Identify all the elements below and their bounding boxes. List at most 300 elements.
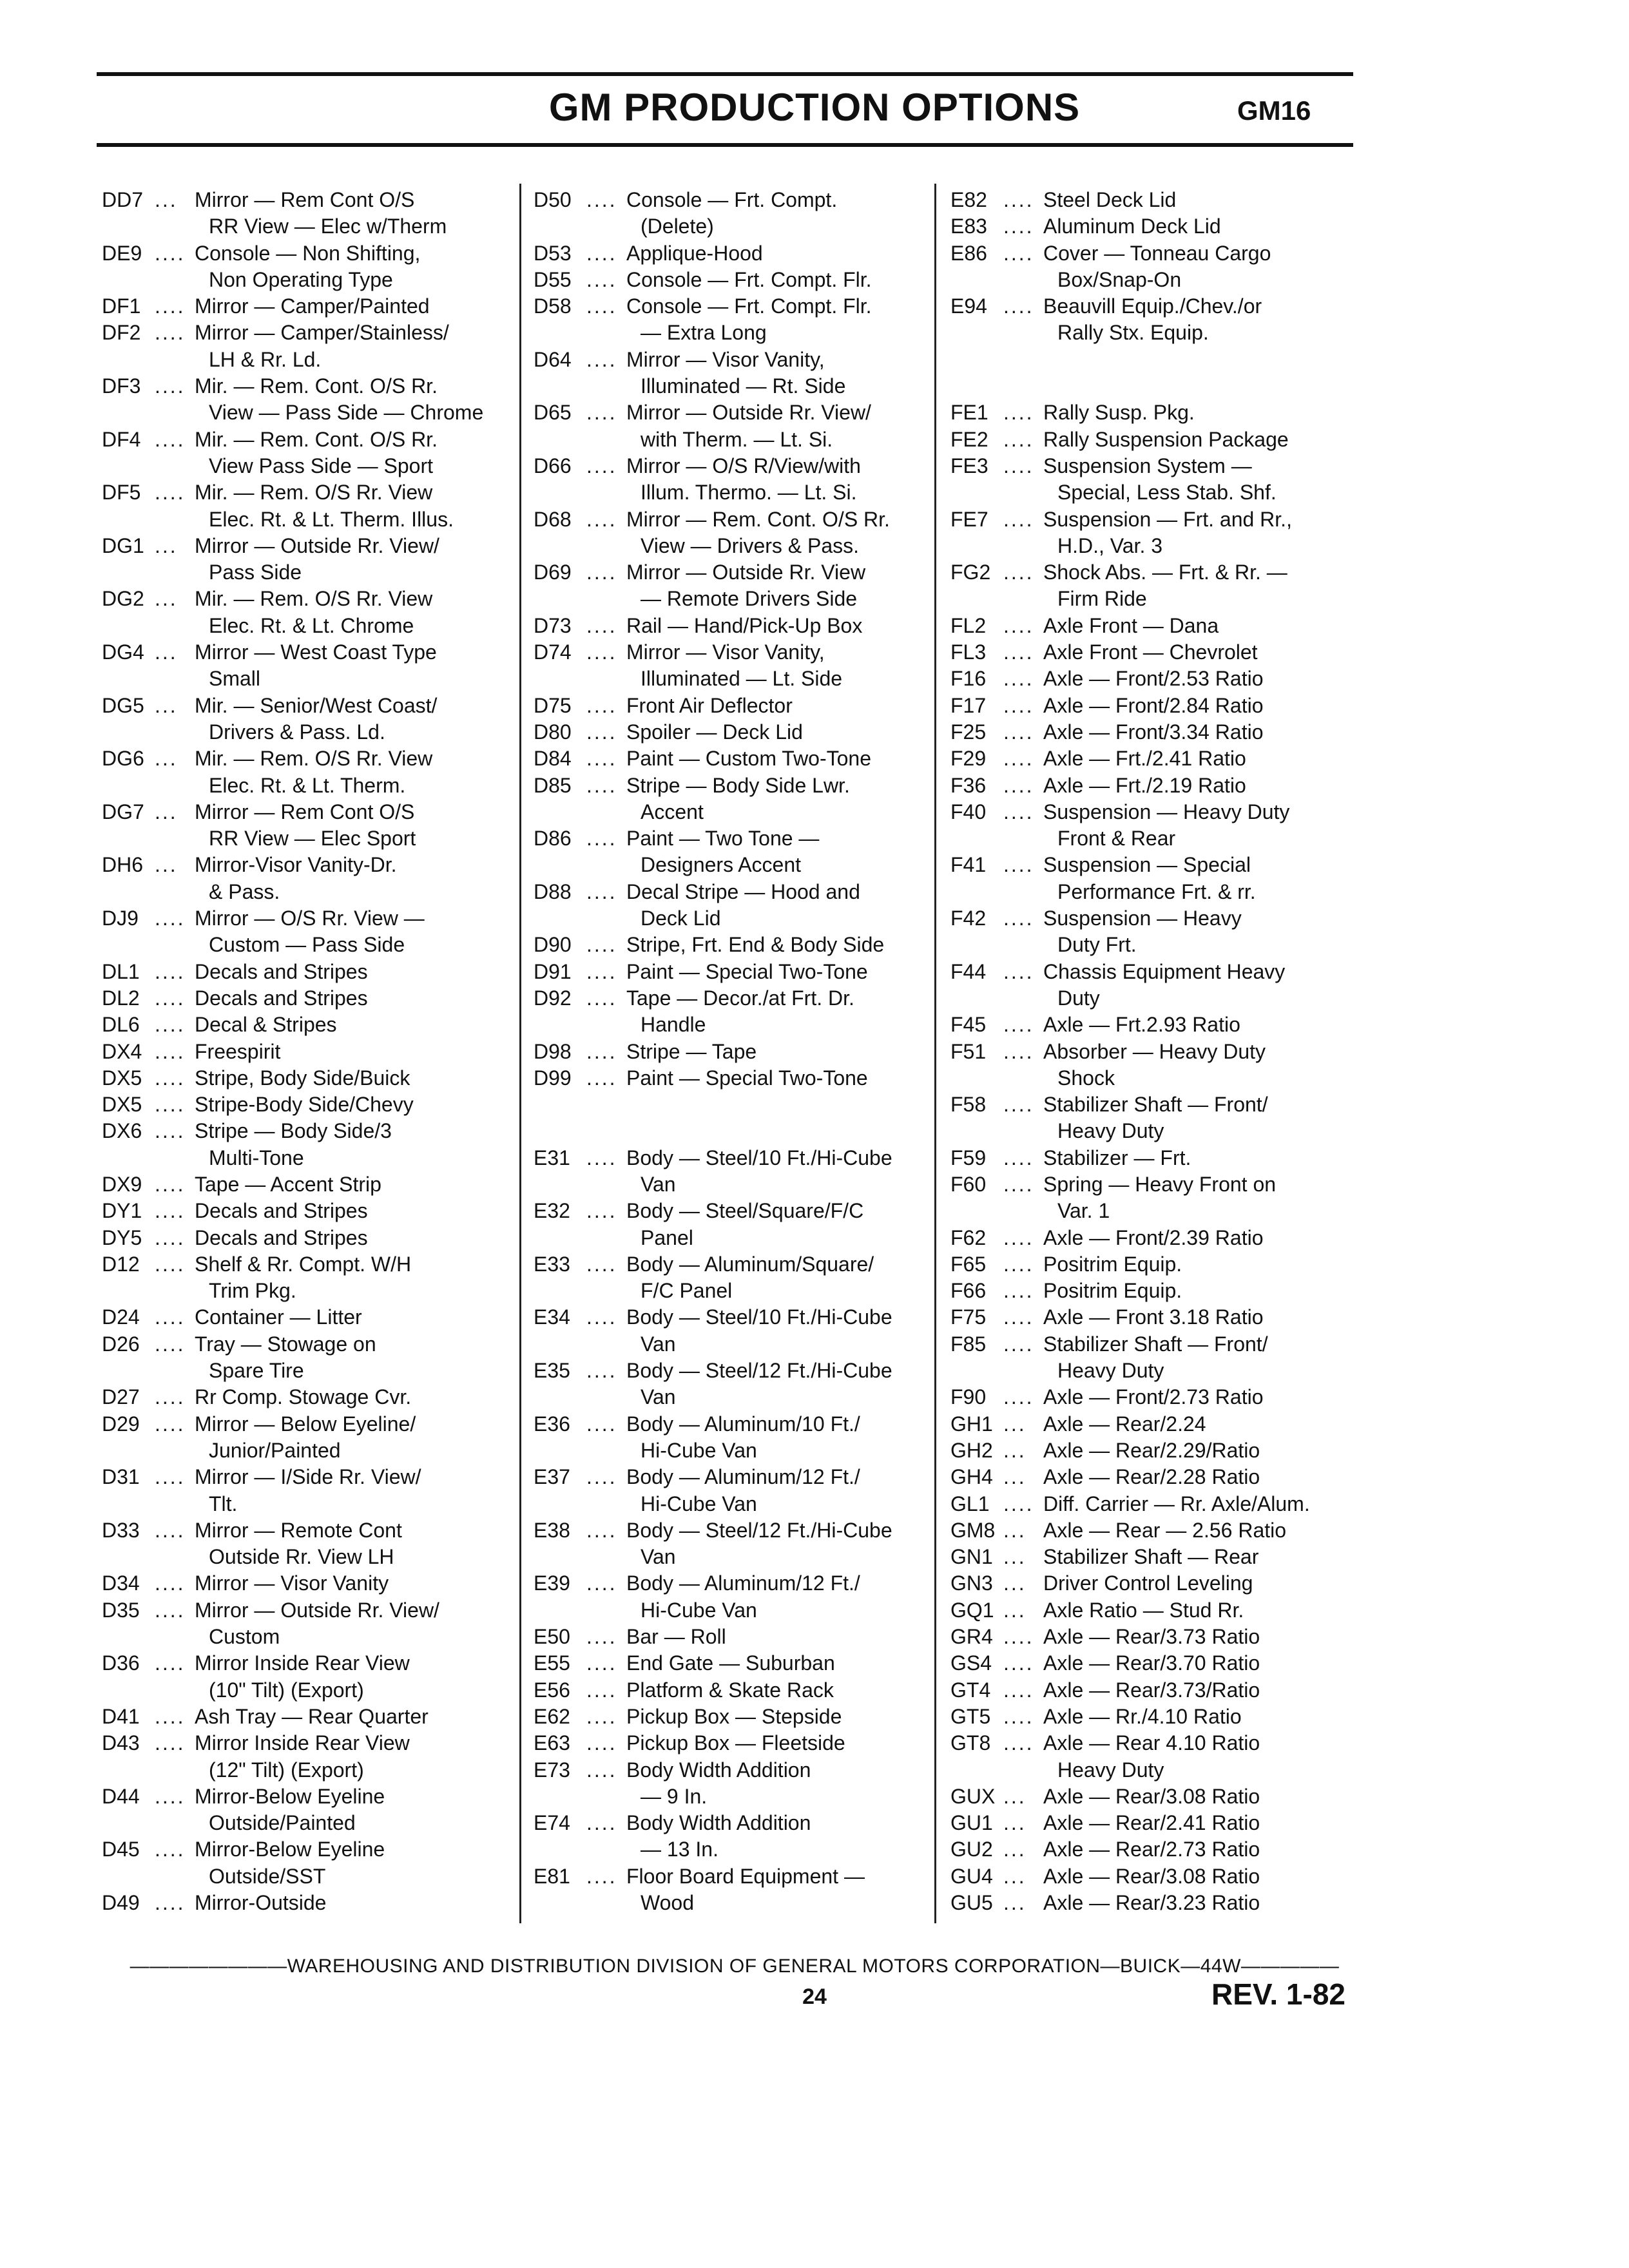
- description-line: Decals and Stripes: [195, 1225, 368, 1249]
- option-code: F29: [950, 747, 987, 771]
- option-code: DG6: [102, 747, 144, 771]
- option-description: [1043, 1145, 1363, 1171]
- option-code: D45: [102, 1838, 140, 1861]
- option-leader-dots: ....: [586, 1518, 617, 1542]
- option-entry: [534, 1464, 933, 1517]
- option-description: [626, 1704, 933, 1730]
- description-line: Body — Steel/12 Ft./Hi-Cube: [626, 1518, 892, 1542]
- options-column-3: [950, 187, 1363, 1916]
- option-leader-dots: ....: [1003, 1704, 1034, 1728]
- option-code: DF1: [102, 294, 141, 318]
- option-entry: [534, 1730, 933, 1756]
- description-line: Mirror-Below Eyeline: [195, 1784, 385, 1808]
- option-description: [195, 1570, 514, 1597]
- description-line: Mirror — Visor Vanity: [195, 1571, 389, 1595]
- option-code: GS4: [950, 1651, 992, 1675]
- option-entry: [102, 799, 514, 852]
- option-code: D34: [102, 1571, 140, 1595]
- option-leader-dots: ....: [1003, 1013, 1034, 1037]
- description-line: Paint — Custom Two-Tone: [626, 747, 872, 771]
- description-line: Mirror — Rem. Cont. O/S Rr.: [626, 507, 890, 531]
- option-leader-dots: ....: [586, 1146, 617, 1169]
- option-leader-dots: ...: [155, 800, 178, 823]
- option-code: DY1: [102, 1199, 142, 1223]
- option-code: E82: [950, 188, 987, 211]
- option-entry: [534, 559, 933, 613]
- option-entry: [102, 1012, 514, 1038]
- option-entry: [950, 1411, 1363, 1437]
- description-line: (10" Tilt) (Export): [209, 1678, 364, 1702]
- option-code: DY5: [102, 1225, 142, 1249]
- option-leader-dots: ...: [155, 747, 178, 771]
- description-line: Outside Rr. View LH: [209, 1545, 394, 1569]
- option-code: FE1: [950, 401, 988, 425]
- option-entry: [950, 453, 1363, 506]
- option-code: F59: [950, 1146, 987, 1169]
- option-code: GN1: [950, 1545, 993, 1569]
- option-entry: [534, 959, 933, 985]
- option-entry: [534, 879, 933, 932]
- description-line: Steel Deck Lid: [1043, 188, 1177, 211]
- description-line: Mirror — Remote Cont: [195, 1518, 402, 1542]
- option-leader-dots: ....: [586, 1625, 617, 1649]
- option-leader-dots: ....: [1003, 853, 1034, 877]
- option-code: E38: [534, 1518, 570, 1542]
- option-code: F62: [950, 1225, 987, 1249]
- option-leader-dots: ....: [586, 454, 617, 477]
- option-description: [1043, 187, 1363, 213]
- option-entry: [950, 1624, 1363, 1650]
- description-line: Axle — Front/2.39 Ratio: [1043, 1225, 1264, 1249]
- option-code: F16: [950, 667, 987, 691]
- option-description: [626, 773, 933, 826]
- description-line: Beauvill Equip./Chev./or: [1043, 294, 1262, 318]
- description-line: Hi-Cube Van: [641, 1492, 757, 1515]
- description-line: & Pass.: [209, 879, 280, 903]
- option-leader-dots: ....: [1003, 215, 1034, 238]
- option-code: F60: [950, 1172, 987, 1196]
- option-code: F17: [950, 693, 987, 717]
- option-leader-dots: ....: [1003, 1225, 1034, 1249]
- option-description: [626, 1730, 933, 1756]
- option-leader-dots: ....: [586, 1731, 617, 1755]
- description-line: Body Width Addition: [626, 1758, 811, 1782]
- option-code: D50: [534, 188, 572, 211]
- option-description: [195, 320, 514, 373]
- option-entry: [534, 399, 933, 453]
- option-entry: [534, 1411, 933, 1465]
- option-entry: [534, 745, 933, 772]
- option-entry: [102, 320, 514, 373]
- option-leader-dots: ....: [155, 1838, 186, 1861]
- description-line: Mirror — Outside Rr. View/: [195, 533, 439, 557]
- option-code: E50: [534, 1625, 570, 1649]
- option-leader-dots: ....: [1003, 427, 1034, 451]
- option-entry: [950, 1437, 1363, 1464]
- description-line: Body — Steel/10 Ft./Hi-Cube: [626, 1146, 892, 1169]
- option-code: GH2: [950, 1438, 993, 1462]
- option-code: FE2: [950, 427, 988, 451]
- description-line: Absorber — Heavy Duty: [1043, 1039, 1266, 1063]
- option-description: [626, 932, 933, 958]
- option-leader-dots: ....: [1003, 241, 1034, 265]
- option-entry: [950, 1491, 1363, 1517]
- option-leader-dots: ....: [155, 1412, 186, 1436]
- description-line: Axle — Rear/2.28 Ratio: [1043, 1465, 1260, 1489]
- option-code: D31: [102, 1465, 140, 1489]
- option-description: [195, 639, 514, 693]
- option-description: [1043, 613, 1363, 639]
- option-description: [1043, 559, 1363, 613]
- option-code: DG4: [102, 640, 144, 664]
- option-leader-dots: ...: [1003, 1598, 1027, 1622]
- option-code: E37: [534, 1465, 570, 1489]
- option-entry: [950, 852, 1363, 905]
- option-entry: [534, 453, 933, 506]
- option-leader-dots: ....: [155, 1066, 186, 1090]
- option-leader-dots: ....: [586, 1864, 617, 1888]
- description-line: Panel: [641, 1225, 693, 1249]
- option-leader-dots: ....: [586, 640, 617, 664]
- option-entry: [950, 719, 1363, 745]
- description-line: Console — Frt. Compt.: [626, 188, 838, 211]
- option-leader-dots: ....: [155, 986, 186, 1010]
- description-line: Axle — Rear/3.73/Ratio: [1043, 1678, 1260, 1702]
- option-code: D66: [534, 454, 572, 477]
- option-entry: [950, 1517, 1363, 1544]
- description-line: Stripe — Tape: [626, 1039, 757, 1063]
- option-leader-dots: ....: [1003, 667, 1034, 691]
- option-entry: [950, 905, 1363, 959]
- option-description: [626, 693, 933, 719]
- description-line: Body — Aluminum/Square/: [626, 1252, 874, 1276]
- option-leader-dots: ....: [155, 294, 186, 318]
- description-line: Spare Tire: [209, 1359, 304, 1383]
- option-entry: [534, 1065, 933, 1091]
- description-line: Axle — Frt.2.93 Ratio: [1043, 1013, 1240, 1037]
- option-description: [626, 1411, 933, 1465]
- description-line: Mirror Inside Rear View: [195, 1731, 410, 1755]
- description-line: Rr Comp. Stowage Cvr.: [195, 1385, 412, 1409]
- option-description: [626, 267, 933, 293]
- description-line: Mirror — O/S Rr. View —: [195, 907, 425, 930]
- option-description: [1043, 1783, 1363, 1810]
- description-line: Front Air Deflector: [626, 693, 793, 717]
- option-code: F40: [950, 800, 987, 823]
- option-code: DG1: [102, 533, 144, 557]
- option-leader-dots: ....: [586, 986, 617, 1010]
- option-description: [1043, 506, 1363, 560]
- option-entry: [950, 1890, 1363, 1916]
- option-entry: [102, 1331, 514, 1385]
- column-divider-2: [934, 184, 936, 1923]
- option-code: D41: [102, 1704, 140, 1728]
- description-line: Heavy Duty: [1057, 1758, 1164, 1782]
- option-leader-dots: ....: [586, 294, 617, 318]
- description-line: Mirror-Visor Vanity-Dr.: [195, 853, 397, 877]
- description-line: Stabilizer — Frt.: [1043, 1146, 1191, 1169]
- option-code: D90: [534, 933, 572, 957]
- option-leader-dots: ...: [1003, 1811, 1027, 1835]
- description-line: Decals and Stripes: [195, 959, 368, 983]
- option-description: [1043, 1890, 1363, 1916]
- option-leader-dots: ....: [1003, 561, 1034, 584]
- option-description: [195, 1171, 514, 1198]
- option-description: [195, 1012, 514, 1038]
- description-line: Axle Ratio — Stud Rr.: [1043, 1598, 1244, 1622]
- option-entry: [950, 745, 1363, 772]
- option-description: [1043, 1304, 1363, 1331]
- description-line: Mirror — Visor Vanity,: [626, 347, 825, 371]
- option-description: [626, 1517, 933, 1571]
- option-leader-dots: ...: [1003, 1465, 1027, 1489]
- option-leader-dots: ...: [1003, 1438, 1027, 1462]
- option-leader-dots: ....: [155, 1598, 186, 1622]
- description-line: Designers Accent: [641, 853, 802, 877]
- footer-division-line: [90, 1956, 1379, 1977]
- option-entry: [534, 187, 933, 240]
- options-column-1: [102, 187, 514, 1916]
- option-code: D33: [102, 1518, 140, 1542]
- option-description: [626, 1039, 933, 1065]
- option-entry: [534, 1570, 933, 1624]
- option-entry: [102, 1464, 514, 1517]
- option-leader-dots: ....: [1003, 693, 1034, 717]
- option-description: [195, 852, 514, 905]
- option-leader-dots: ....: [155, 1119, 186, 1143]
- description-line: Drivers & Pass. Ld.: [209, 720, 385, 744]
- description-line: Multi-Tone: [209, 1146, 304, 1169]
- option-leader-dots: ....: [586, 1412, 617, 1436]
- option-description: [1043, 639, 1363, 666]
- option-entry: [950, 1384, 1363, 1410]
- description-line: Tape — Accent Strip: [195, 1172, 381, 1196]
- option-code: E33: [534, 1252, 570, 1276]
- option-leader-dots: ...: [1003, 1784, 1027, 1808]
- description-line: Axle — Rear/2.41 Ratio: [1043, 1811, 1260, 1835]
- option-code: D35: [102, 1598, 140, 1622]
- description-line: Axle — Rear/3.08 Ratio: [1043, 1864, 1260, 1888]
- option-code: D49: [102, 1891, 140, 1914]
- description-line: Duty: [1057, 986, 1100, 1010]
- option-entry: [534, 1145, 933, 1198]
- option-entry: [102, 693, 514, 746]
- option-leader-dots: ....: [1003, 1305, 1034, 1329]
- option-code: D98: [534, 1039, 572, 1063]
- option-entry: [534, 1304, 933, 1358]
- description-line: View — Pass Side — Chrome: [209, 401, 484, 425]
- option-leader-dots: ....: [1003, 640, 1034, 664]
- option-description: [626, 1065, 933, 1091]
- option-description: [195, 1039, 514, 1065]
- option-leader-dots: ....: [155, 1093, 186, 1117]
- option-leader-dots: ....: [586, 959, 617, 983]
- option-description: [1043, 1836, 1363, 1863]
- description-line: Tray — Stowage on: [195, 1332, 376, 1356]
- option-code: GU1: [950, 1811, 993, 1835]
- option-description: [195, 1198, 514, 1224]
- description-line: Floor Board Equipment —: [626, 1864, 865, 1888]
- description-line: Axle — Frt./2.19 Ratio: [1043, 773, 1246, 797]
- option-entry: [950, 1331, 1363, 1385]
- option-entry: [534, 240, 933, 267]
- option-code: D53: [534, 241, 572, 265]
- description-line: with Therm. — Lt. Si.: [641, 427, 833, 451]
- page-title: GM PRODUCTION OPTIONS: [548, 86, 1081, 129]
- option-code: D29: [102, 1412, 140, 1436]
- description-line: Mirror — Rem Cont O/S: [195, 800, 415, 823]
- option-code: D80: [534, 720, 572, 744]
- option-leader-dots: ....: [1003, 294, 1034, 318]
- description-line: Mirror Inside Rear View: [195, 1651, 410, 1675]
- footer-text: WAREHOUSING AND DISTRIBUTION DIVISION OF GENERAL MOTORS CORPORATION—BUICK—44W: [287, 1956, 1241, 1977]
- option-leader-dots: ....: [586, 1066, 617, 1090]
- option-entry: [102, 1384, 514, 1410]
- option-code: D84: [534, 747, 572, 771]
- option-leader-dots: ....: [586, 1651, 617, 1675]
- option-code: D75: [534, 693, 572, 717]
- option-description: [1043, 399, 1363, 426]
- description-line: Stripe — Body Side/3: [195, 1119, 392, 1143]
- option-leader-dots: ....: [586, 693, 617, 717]
- option-leader-dots: ...: [155, 693, 178, 717]
- option-description: [195, 905, 514, 959]
- description-line: Body Width Addition: [626, 1811, 811, 1835]
- option-leader-dots: ....: [155, 959, 186, 983]
- option-leader-dots: ....: [586, 879, 617, 903]
- description-line: Suspension — Heavy Duty: [1043, 800, 1290, 823]
- description-line: Suspension — Heavy: [1043, 907, 1242, 930]
- option-code: DL1: [102, 959, 140, 983]
- description-line: H.D., Var. 3: [1057, 533, 1163, 557]
- option-leader-dots: ....: [155, 1731, 186, 1755]
- option-leader-dots: ....: [586, 1704, 617, 1728]
- option-description: [626, 719, 933, 745]
- option-description: [626, 613, 933, 639]
- option-entry: [950, 427, 1363, 453]
- option-code: F44: [950, 959, 987, 983]
- option-leader-dots: ....: [1003, 1385, 1034, 1409]
- description-line: (Delete): [641, 215, 714, 238]
- description-line: Axle — Front/2.53 Ratio: [1043, 667, 1264, 691]
- option-leader-dots: ...: [1003, 1412, 1027, 1436]
- option-description: [195, 1091, 514, 1118]
- option-description: [195, 1730, 514, 1783]
- option-code: DF3: [102, 374, 141, 398]
- option-description: [195, 427, 514, 480]
- option-description: [195, 1464, 514, 1517]
- option-description: [626, 1304, 933, 1358]
- option-leader-dots: ....: [1003, 1172, 1034, 1196]
- option-leader-dots: ....: [155, 1332, 186, 1356]
- option-description: [1043, 1704, 1363, 1730]
- option-code: E36: [534, 1412, 570, 1436]
- option-leader-dots: ....: [155, 1225, 186, 1249]
- option-code: D64: [534, 347, 572, 371]
- option-code: D99: [534, 1066, 572, 1090]
- option-leader-dots: ....: [1003, 507, 1034, 531]
- option-code: FE7: [950, 507, 988, 531]
- option-entry: [950, 693, 1363, 719]
- option-description: [195, 1384, 514, 1410]
- option-leader-dots: ....: [1003, 1332, 1034, 1356]
- option-entry: [950, 240, 1363, 294]
- option-description: [195, 1597, 514, 1651]
- option-description: [1043, 427, 1363, 453]
- description-line: Var. 1: [1057, 1199, 1110, 1223]
- option-code: E62: [534, 1704, 570, 1728]
- option-code: DG5: [102, 693, 144, 717]
- option-code: F25: [950, 720, 987, 744]
- description-line: Mir. — Rem. O/S Rr. View: [195, 481, 433, 505]
- option-entry: [102, 187, 514, 240]
- option-entry: [950, 1225, 1363, 1251]
- option-leader-dots: ....: [586, 1199, 617, 1223]
- option-code: DF5: [102, 481, 141, 505]
- option-description: [195, 1890, 514, 1916]
- option-description: [626, 1570, 933, 1624]
- description-line: Shock: [1057, 1066, 1115, 1090]
- option-code: DL2: [102, 986, 140, 1010]
- header-top-rule: [97, 72, 1353, 76]
- option-code: DX5: [102, 1093, 142, 1117]
- description-line: Accent: [641, 800, 704, 823]
- option-leader-dots: ....: [586, 561, 617, 584]
- option-entry: [102, 1171, 514, 1198]
- description-line: Mir. — Rem. Cont. O/S Rr.: [195, 427, 438, 451]
- option-description: [195, 533, 514, 586]
- description-line: Body — Steel/10 Ft./Hi-Cube: [626, 1305, 892, 1329]
- option-entry: [950, 1012, 1363, 1038]
- option-code: D86: [534, 827, 572, 850]
- option-code: FE3: [950, 454, 988, 477]
- description-line: Trim Pkg.: [209, 1279, 296, 1303]
- option-entry: [534, 1624, 933, 1650]
- option-entry: [102, 1783, 514, 1837]
- option-leader-dots: ...: [155, 533, 178, 557]
- description-line: Bar — Roll: [626, 1625, 726, 1649]
- option-entry: [950, 559, 1363, 613]
- option-description: [1043, 1491, 1363, 1517]
- option-description: [195, 1251, 514, 1305]
- description-line: Rail — Hand/Pick-Up Box: [626, 613, 863, 637]
- option-entry: [102, 745, 514, 799]
- description-line: Heavy Duty: [1057, 1359, 1164, 1383]
- option-entry: [102, 1304, 514, 1331]
- option-description: [1043, 852, 1363, 905]
- option-description: [626, 985, 933, 1039]
- option-description: [195, 1704, 514, 1730]
- option-leader-dots: ....: [155, 374, 186, 398]
- option-description: [1043, 293, 1363, 347]
- option-entry: [534, 1677, 933, 1704]
- option-code: D68: [534, 507, 572, 531]
- option-leader-dots: ...: [1003, 1518, 1027, 1542]
- option-leader-dots: ....: [1003, 401, 1034, 425]
- option-entry: [950, 1464, 1363, 1490]
- option-description: [1043, 745, 1363, 772]
- option-leader-dots: ....: [1003, 959, 1034, 983]
- option-description: [626, 559, 933, 613]
- description-line: Axle — Rear/3.08 Ratio: [1043, 1784, 1260, 1808]
- option-leader-dots: ....: [1003, 1731, 1034, 1755]
- option-entry: [102, 852, 514, 905]
- description-line: Special, Less Stab. Shf.: [1057, 481, 1277, 505]
- description-line: Stabilizer Shaft — Front/: [1043, 1093, 1268, 1117]
- description-line: Chassis Equipment Heavy: [1043, 959, 1286, 983]
- option-leader-dots: ....: [155, 481, 186, 505]
- description-line: Axle Front — Dana: [1043, 613, 1219, 637]
